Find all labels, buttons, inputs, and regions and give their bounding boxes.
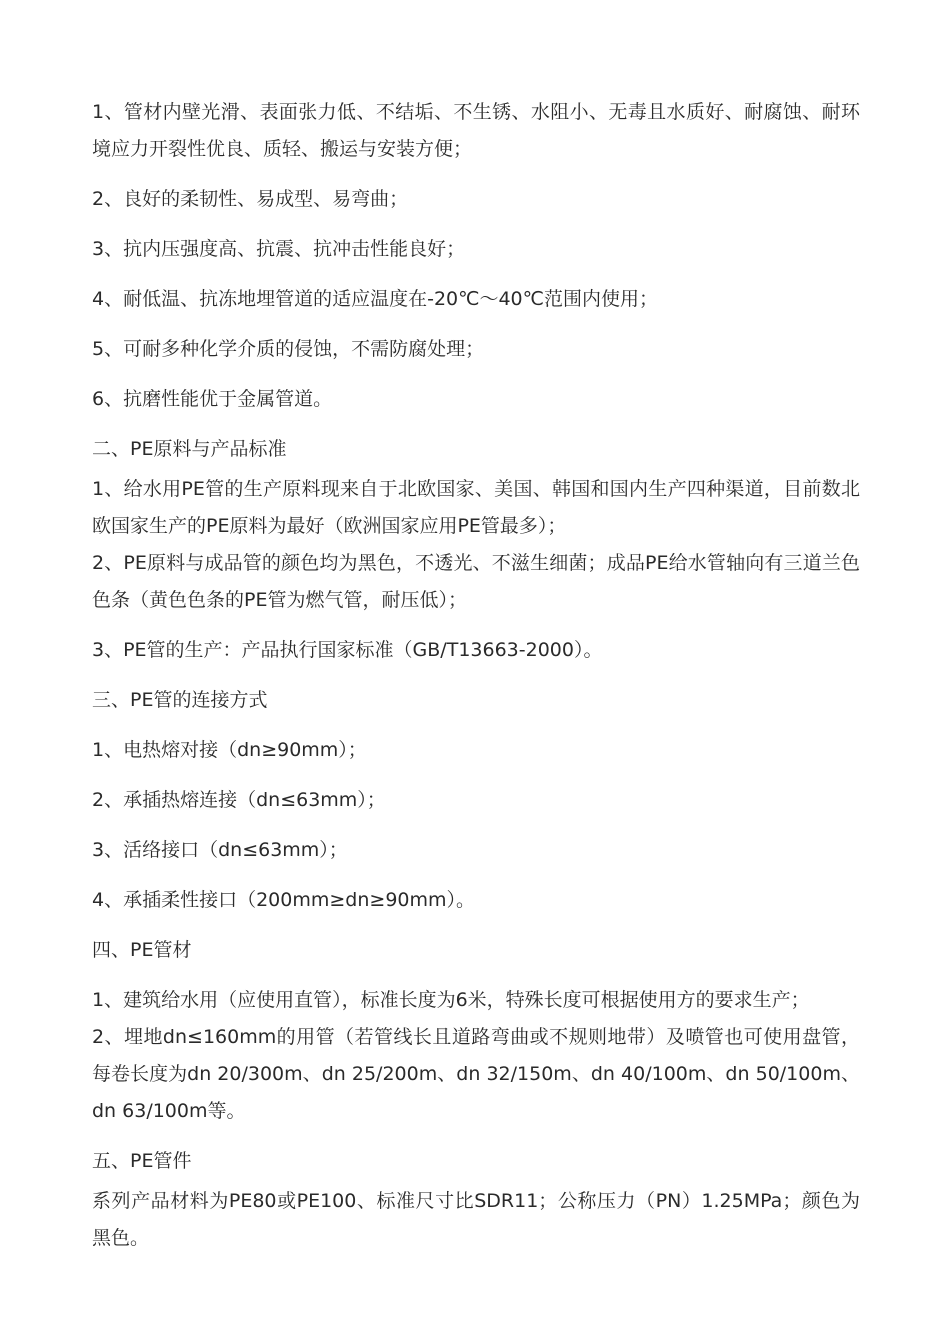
paragraph-property-2: 2、良好的柔韧性、易成型、易弯曲；: [92, 188, 409, 210]
paragraph-materials-2: 2、PE原料与成品管的颜色均为黑色，不透光、不滋生细菌；成品PE给水管轴向有三道兰色色条（黄色色条的PE管为燃气管，耐压低）；: [92, 552, 860, 611]
paragraph-fittings: 系列产品材料为PE80或PE100、标准尺寸比SDR11；公称压力（PN）1.25MPa；颜色为黑色。: [92, 1190, 860, 1249]
paragraph-connection-3: 3、活络接口（dn≤63mm）；: [92, 839, 348, 861]
paragraph-property-3: 3、抗内压强度高、抗震、抗冲击性能良好；: [92, 238, 466, 260]
paragraph-property-4: 4、耐低温、抗冻地埋管道的适应温度在-20℃～40℃范围内使用；: [92, 288, 658, 310]
paragraph-property-6: 6、抗磨性能优于金属管道。: [92, 388, 333, 410]
section-heading-fittings: 五、PE管件: [92, 1150, 192, 1172]
section-heading-materials-standards: 二、PE原料与产品标准: [92, 438, 287, 460]
document-body: [92, 94, 860, 1257]
paragraph-pipes-1: 1、建筑给水用（应使用直管），标准长度为6米，特殊长度可根据使用方的要求生产；: [92, 989, 810, 1011]
paragraph-connection-2: 2、承插热熔连接（dn≤63mm）；: [92, 789, 386, 811]
section-heading-pipes: 四、PE管材: [92, 939, 192, 961]
paragraph-pipes-2: 2、埋地dn≤160mm的用管（若管线长且道路弯曲或不规则地带）及喷管也可使用盘管，每卷长度为dn 20/300m、dn 25/200m、dn 32/150m、dn 40/100m、dn 50/100m、dn 63/100m等。: [92, 1026, 860, 1122]
paragraph-property-5: 5、可耐多种化学介质的侵蚀，不需防腐处理；: [92, 338, 485, 360]
paragraph-property-1: 1、管材内壁光滑、表面张力低、不结垢、不生锈、水阻小、无毒且水质好、耐腐蚀、耐环境应力开裂性优良、质轻、搬运与安装方便；: [92, 101, 860, 160]
paragraph-materials-1: 1、给水用PE管的生产原料现来自于北欧国家、美国、韩国和国内生产四种渠道，目前数北欧国家生产的PE原料为最好（欧洲国家应用PE管最多）；: [92, 478, 860, 537]
section-heading-connection-methods: 三、PE管的连接方式: [92, 689, 268, 711]
paragraph-materials-3: 3、PE管的生产：产品执行国家标准（GB/T13663-2000）。: [92, 639, 603, 661]
paragraph-connection-4: 4、承插柔性接口（200mm≥dn≥90mm）。: [92, 889, 476, 911]
paragraph-connection-1: 1、电热熔对接（dn≥90mm）；: [92, 739, 367, 761]
